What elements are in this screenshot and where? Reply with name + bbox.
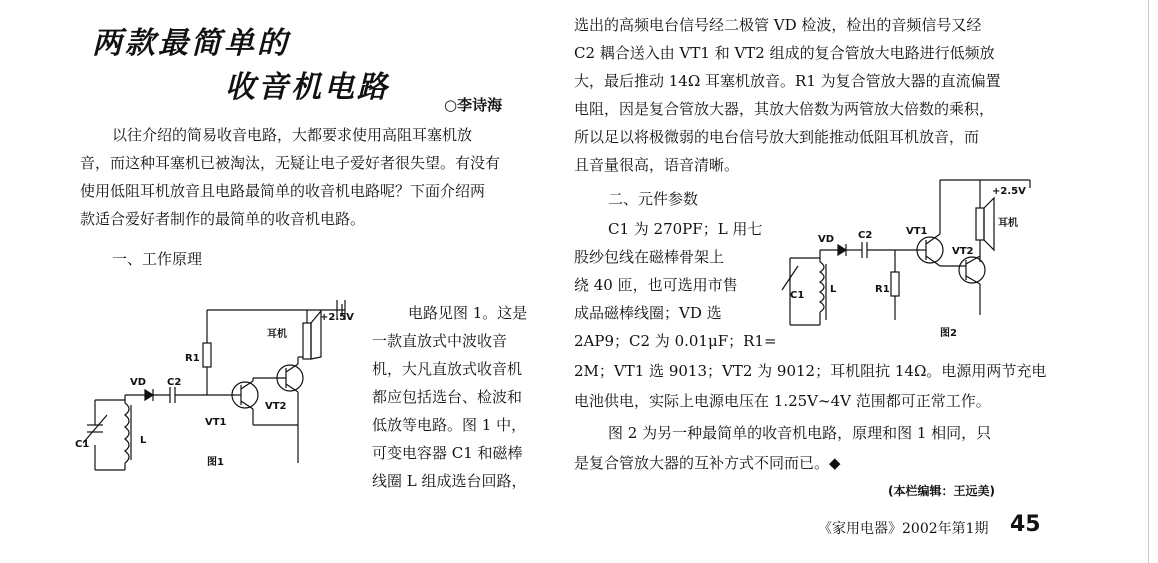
fig1-vd-label: VD (130, 377, 147, 388)
fig2-caption: 图2 (940, 328, 957, 339)
fig1-vt1-label: VT1 (205, 417, 227, 428)
narrow-line-2: 一款直放式中波收音 (372, 332, 508, 350)
section-heading-1: 一、工作原理 (112, 250, 203, 268)
fig2-l-label: L (830, 284, 837, 295)
param-line-7: 电池供电，实际上电源电压在 1.25V~4V 范围都可正常工作。 (574, 392, 991, 410)
intro-line-1: 以往介绍的简易收音电路，大都要求使用高阻耳塞机放 (112, 126, 473, 144)
fig2-voltage-label: +2.5V (992, 186, 1026, 197)
fig2-vd-label: VD (818, 234, 835, 245)
figure-1-circuit (75, 285, 370, 485)
fig2-c2-label: C2 (858, 230, 873, 241)
right-line-2: C2 耦合送入由 VT1 和 VT2 组成的复合管放大电路进行低频放 (574, 44, 995, 62)
journal-footer: 《家用电器》2002年第1期 (818, 521, 989, 537)
right-line-3: 大，最后推动 14Ω 耳塞机放音。R1 为复合管放大器的直流偏置 (574, 72, 1001, 90)
fig1-vt2-label: VT2 (265, 401, 287, 412)
narrow-line-4: 都应包括选台、检波和 (372, 388, 523, 406)
param-line-3: 绕 40 匝，也可选用市售 (574, 276, 738, 294)
narrow-line-1: 电路见图 1。这是 (408, 304, 528, 322)
right-line-4: 电阻，因是复合管放大器，其放大倍数为两管放大倍数的乘积， (574, 100, 995, 118)
section-heading-2: 二、元件参数 (608, 190, 699, 208)
fig1-voltage-label: +2.5V (320, 312, 354, 323)
param-line-2: 股纱包线在磁棒骨架上 (574, 248, 725, 266)
fig1-c2-label: C2 (167, 377, 182, 388)
fig1-l-label: L (140, 435, 147, 446)
editor-note: (本栏编辑：王远美) (888, 484, 995, 498)
page-edge-divider (1148, 0, 1149, 563)
page-number: 45 (1010, 512, 1041, 537)
intro-line-3: 使用低阻耳机放音且电路最简单的收音机电路呢？下面介绍两 (80, 182, 486, 200)
fig2-desc-line-1: 图 2 为另一种最简单的收音机电路，原理和图 1 相同，只 (608, 424, 992, 442)
param-line-4: 成品磁棒线圈；VD 选 (574, 304, 722, 322)
narrow-line-3: 机，大凡直放式收音机 (372, 360, 523, 378)
fig2-desc-line-2: 是复合管放大器的互补方式不同而已。◆ (574, 454, 841, 472)
param-line-6: 2M；VT1 选 9013；VT2 为 9012；耳机阻抗 14Ω。电源用两节充电 (574, 362, 1047, 380)
author: ○李诗海 (444, 96, 503, 114)
fig1-caption: 图1 (207, 457, 224, 468)
fig1-c1-label: C1 (75, 439, 90, 450)
narrow-line-5: 低放等电路。图 1 中， (372, 416, 527, 434)
article-title-line2: 收音机电路 (225, 70, 390, 105)
param-line-1: C1 为 270PF；L 用七 (608, 220, 763, 238)
intro-line-4: 款适合爱好者制作的最简单的收音机电路。 (80, 210, 366, 228)
narrow-line-6: 可变电容器 C1 和磁棒 (372, 444, 523, 462)
article-title-line1: 两款最简单的 (92, 26, 290, 61)
fig2-r1-label: R1 (875, 284, 890, 295)
fig2-c1-label: C1 (790, 290, 805, 301)
fig1-r1-label: R1 (185, 353, 200, 364)
fig2-earphone-label: 耳机 (998, 218, 1018, 229)
right-line-5: 所以足以将极微弱的电台信号放大到能推动低阻耳机放音，而 (574, 128, 980, 146)
fig2-vt1-label: VT1 (906, 226, 928, 237)
figure-2-circuit (780, 170, 1040, 350)
fig2-vt2-label: VT2 (952, 246, 974, 257)
intro-line-2: 音，而这种耳塞机已被淘汰，无疑让电子爱好者很失望。有没有 (80, 154, 501, 172)
right-line-1: 选出的高频电台信号经二极管 VD 检波，检出的音频信号又经 (574, 16, 982, 34)
narrow-line-7: 线圈 L 组成选台回路， (372, 472, 527, 490)
fig1-earphone-label: 耳机 (267, 329, 287, 340)
param-line-5: 2AP9；C2 为 0.01μF；R1= (574, 332, 777, 350)
right-line-6: 且音量很高，语音清晰。 (574, 156, 740, 174)
